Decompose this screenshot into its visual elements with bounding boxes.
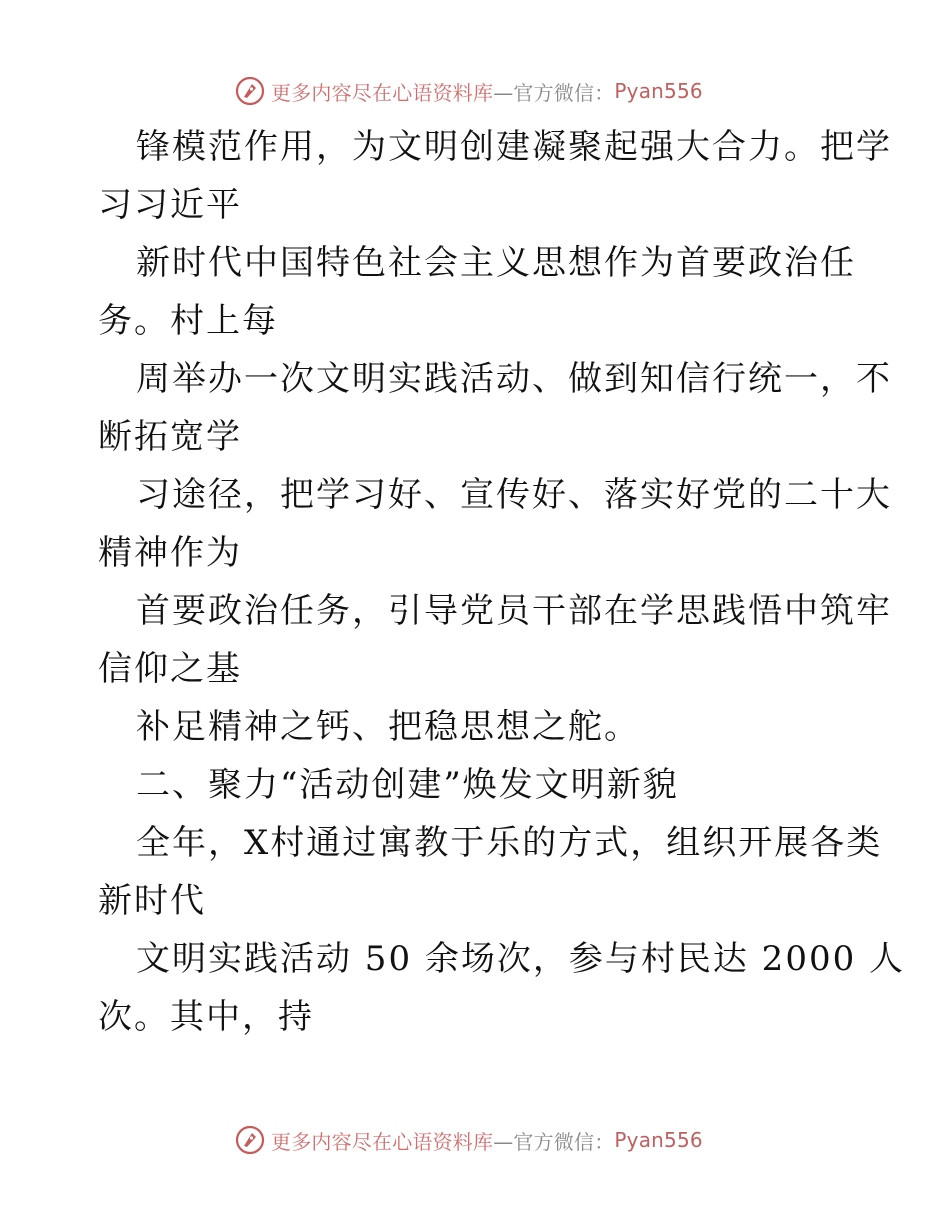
body-line: 补足精神之钙、把稳思想之舵。 [136,707,640,747]
body-line: 务。村上每 [98,301,278,341]
body-line: 断拓宽学 [98,417,242,457]
header-watermark [235,74,703,108]
watermark-text: 更多内容尽在心语资料库 [271,1129,494,1154]
watermark-text: 更多内容尽在心语资料库 [271,80,494,105]
body-line: 信仰之基 [98,649,242,689]
pen-nib-circle-logo-icon [235,1125,265,1155]
body-line: 锋模范作用，为文明创建凝聚起强大合力。把学 [136,127,892,167]
body-line: 新时代中国特色社会主义思想作为首要政治任 [136,243,856,283]
body-line: 新时代 [98,881,206,921]
body-line: 次。其中，持 [98,997,314,1037]
document-body [98,118,906,1046]
watermark-wechat-id: Pyan556 [614,1128,703,1152]
body-line: 全年，X村通过寓教于乐的方式，组织开展各类 [136,823,883,863]
body-line: 习习近平 [98,185,242,225]
watermark-wechat-id: Pyan556 [614,79,703,103]
body-line: 周举办一次文明实践活动、做到知信行统一，不 [136,359,892,399]
body-line: 习途径，把学习好、宣传好、落实好党的二十大 [136,475,892,515]
section-heading: 二、聚力“活动创建”焕发文明新貌 [136,765,679,805]
body-line: 首要政治任务，引导党员干部在学思践悟中筑牢 [136,591,892,631]
footer-watermark [235,1123,703,1157]
watermark-separator: —官方微信： [493,1129,615,1154]
body-line: 精神作为 [98,533,242,573]
body-line: 文明实践活动 50 余场次，参与村民达 2000 人 [136,939,906,979]
watermark-separator: —官方微信： [493,80,615,105]
pen-nib-circle-logo-icon [235,76,265,106]
